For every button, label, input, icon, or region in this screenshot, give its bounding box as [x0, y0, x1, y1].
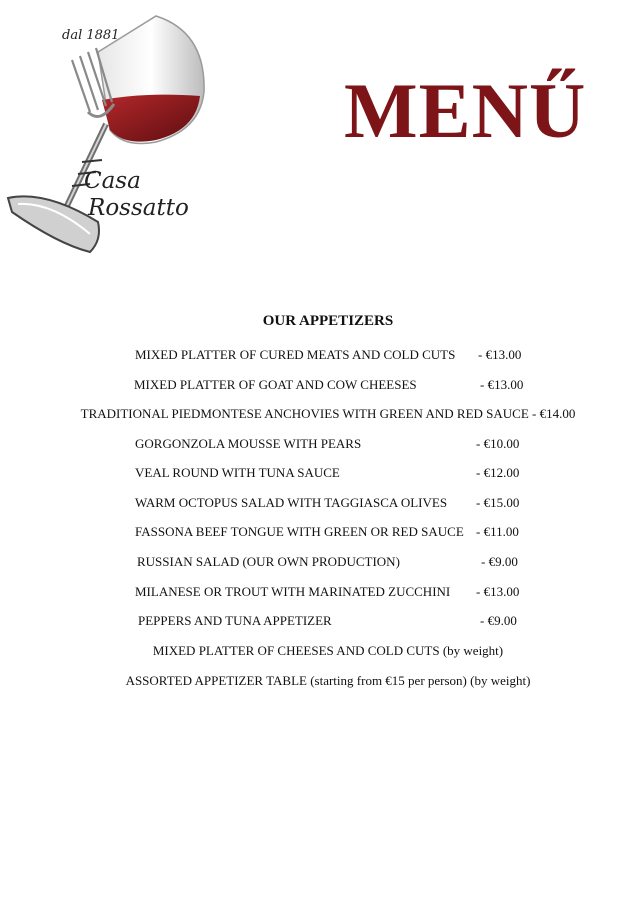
menu-item-price: - €13.00: [478, 347, 522, 362]
menu-item-price: - €9.00: [481, 554, 518, 569]
menu-item-price: - €11.00: [476, 524, 519, 539]
menu-item-price: - €10.00: [476, 436, 520, 451]
section-title: OUR APPETIZERS: [262, 313, 394, 329]
page-title: MENŰ: [344, 67, 587, 154]
menu-item: [137, 553, 518, 571]
brand-name: [84, 168, 189, 222]
menu-item: [134, 376, 524, 394]
menu-item-name: MILANESE OR TROUT WITH MARINATED ZUCCHINI: [135, 584, 451, 599]
menu-item: [0, 405, 640, 423]
menu-item-name: FASSONA BEEF TONGUE WITH GREEN OR RED SAUCE: [135, 524, 464, 539]
menu-item-price: - €13.00: [480, 377, 524, 392]
brand-line-1: Casa: [84, 168, 141, 194]
menu-item: [135, 523, 519, 541]
menu-item: [135, 583, 520, 601]
menu-item-price: - €13.00: [476, 584, 520, 599]
menu-item-name: MIXED PLATTER OF GOAT AND COW CHEESES: [134, 377, 417, 392]
brand-line-2: Rossatto: [88, 195, 189, 221]
menu-item: [135, 435, 520, 453]
menu-note: ASSORTED APPETIZER TABLE (starting from €15 per person) (by weight): [125, 673, 531, 688]
menu-item-price: - €9.00: [480, 613, 517, 628]
menu-item-name: MIXED PLATTER OF CURED MEATS AND COLD CUTS: [135, 347, 456, 362]
menu-item-price: - €12.00: [476, 465, 520, 480]
menu-note: MIXED PLATTER OF CHEESES AND COLD CUTS (by weight): [152, 643, 504, 658]
menu-item-name: RUSSIAN SALAD (OUR OWN PRODUCTION): [137, 554, 400, 569]
menu-item: [135, 494, 520, 512]
menu-item: [138, 612, 517, 630]
menu-item-name: VEAL ROUND WITH TUNA SAUCE: [135, 465, 340, 480]
menu-item-name: TRADITIONAL PIEDMONTESE ANCHOVIES WITH GREEN AND RED SAUCE - €14.00: [80, 406, 576, 421]
menu-item-name: PEPPERS AND TUNA APPETIZER: [138, 613, 332, 628]
menu-item-name: WARM OCTOPUS SALAD WITH TAGGIASCA OLIVES: [135, 495, 448, 510]
menu-item: [135, 346, 522, 364]
menu-item-price: - €15.00: [476, 495, 520, 510]
since-year-text: dal 1881: [62, 28, 120, 43]
menu-item-name: GORGONZOLA MOUSSE WITH PEARS: [135, 436, 362, 451]
menu-item: [135, 464, 520, 482]
